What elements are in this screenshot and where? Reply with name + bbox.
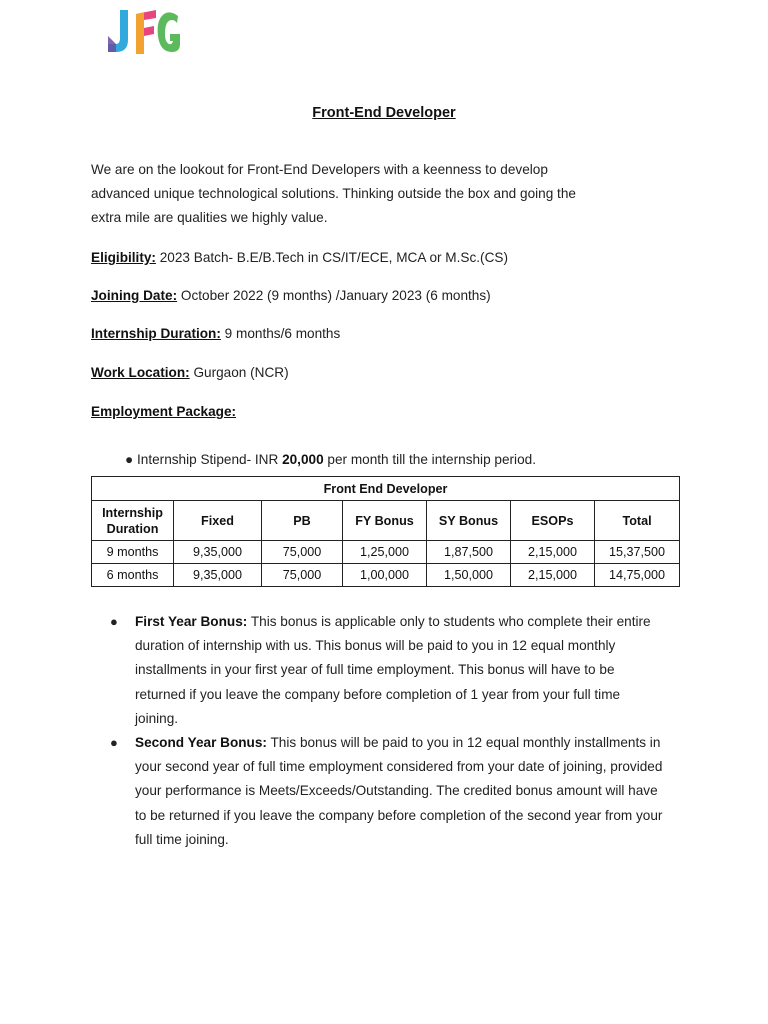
bullet-line: joining. <box>135 710 179 726</box>
joining-date-value: October 2022 (9 months) /January 2023 (6 months) <box>177 288 491 303</box>
intro-line: advanced unique technological solutions. Thinking outside the box and going the <box>91 186 576 201</box>
bullet-dot: ● <box>110 614 118 629</box>
table-header: ESOPs <box>511 501 595 541</box>
list-item <box>110 731 685 852</box>
table-cell: 9 months <box>92 541 174 564</box>
table-header: Fixed <box>174 501 262 541</box>
work-location-label: Work Location: <box>91 365 190 380</box>
bullet-line: This bonus is applicable only to students who complete their entire <box>247 614 651 629</box>
stipend-line <box>125 452 536 467</box>
bullet-line: This bonus will be paid to you in 12 equal monthly installments in <box>266 735 661 751</box>
table-header: Total <box>595 501 680 541</box>
bullet-line: returned if you leave the company before completion of 1 year from your full time <box>135 686 621 702</box>
bullet-line: your second year of full time employment considered from your date of joining, provided <box>135 759 663 775</box>
bullet-line: to be returned if you leave the company before completion of the second year from your <box>135 807 663 823</box>
eligibility-field <box>91 250 508 265</box>
table-row <box>92 564 680 587</box>
table-row <box>92 541 680 564</box>
bullet-line: your performance is Meets/Exceeds/Outstanding. The credited bonus amount will have <box>135 783 658 799</box>
joining-date-label: Joining Date: <box>91 288 178 303</box>
intro-paragraph <box>91 158 611 230</box>
table-header: FY Bonus <box>343 501 427 541</box>
bullet-line: installments in your first year of full time employment. This bonus will have to be <box>135 662 615 678</box>
work-location-value: Gurgaon (NCR) <box>189 365 289 380</box>
internship-duration-field <box>91 326 340 341</box>
employment-package-heading: Employment Package: <box>91 404 237 419</box>
table-header: PB <box>262 501 343 541</box>
stipend-amount: 20,000 <box>282 452 324 467</box>
table-cell: 14,75,000 <box>595 564 680 587</box>
package-table <box>91 476 680 587</box>
bonus-list <box>110 610 685 852</box>
bullet-label: First Year Bonus: <box>135 614 248 629</box>
table-cell: 2,15,000 <box>511 564 595 587</box>
eligibility-label: Eligibility: <box>91 250 156 265</box>
table-cell: 1,25,000 <box>343 541 427 564</box>
table-caption: Front End Developer <box>92 477 680 501</box>
table-header: SY Bonus <box>427 501 511 541</box>
table-cell: 75,000 <box>262 564 343 587</box>
table-cell: 6 months <box>92 564 174 587</box>
table-header: Internship Duration <box>92 501 174 541</box>
company-logo <box>106 6 182 58</box>
table-cell: 2,15,000 <box>511 541 595 564</box>
table-cell: 1,50,000 <box>427 564 511 587</box>
table-cell: 75,000 <box>262 541 343 564</box>
table-cell: 9,35,000 <box>174 541 262 564</box>
bullet-dot: ● <box>110 735 118 751</box>
intro-line: We are on the lookout for Front-End Developers with a keenness to develop <box>91 162 548 177</box>
table-cell: 1,87,500 <box>427 541 511 564</box>
internship-duration-label: Internship Duration: <box>91 326 221 341</box>
table-cell: 9,35,000 <box>174 564 262 587</box>
eligibility-value: 2023 Batch- B.E/B.Tech in CS/IT/ECE, MCA or M.Sc.(CS) <box>155 250 508 265</box>
bullet-line: full time joining. <box>135 831 229 847</box>
intro-line: extra mile are qualities we highly value. <box>91 210 328 225</box>
bullet-label: Second Year Bonus: <box>135 735 267 751</box>
table-cell: 15,37,500 <box>595 541 680 564</box>
bullet-line: duration of internship with us. This bonus will be paid to you in 12 equal monthly <box>135 638 616 654</box>
stipend-suffix: per month till the internship period. <box>323 452 536 467</box>
internship-duration-value: 9 months/6 months <box>220 326 341 341</box>
joining-date-field <box>91 288 491 303</box>
work-location-field <box>91 365 289 380</box>
list-item <box>110 610 685 731</box>
table-cell: 1,00,000 <box>343 564 427 587</box>
page-title: Front-End Developer <box>312 105 456 121</box>
stipend-prefix: ● Internship Stipend- INR <box>125 452 283 467</box>
